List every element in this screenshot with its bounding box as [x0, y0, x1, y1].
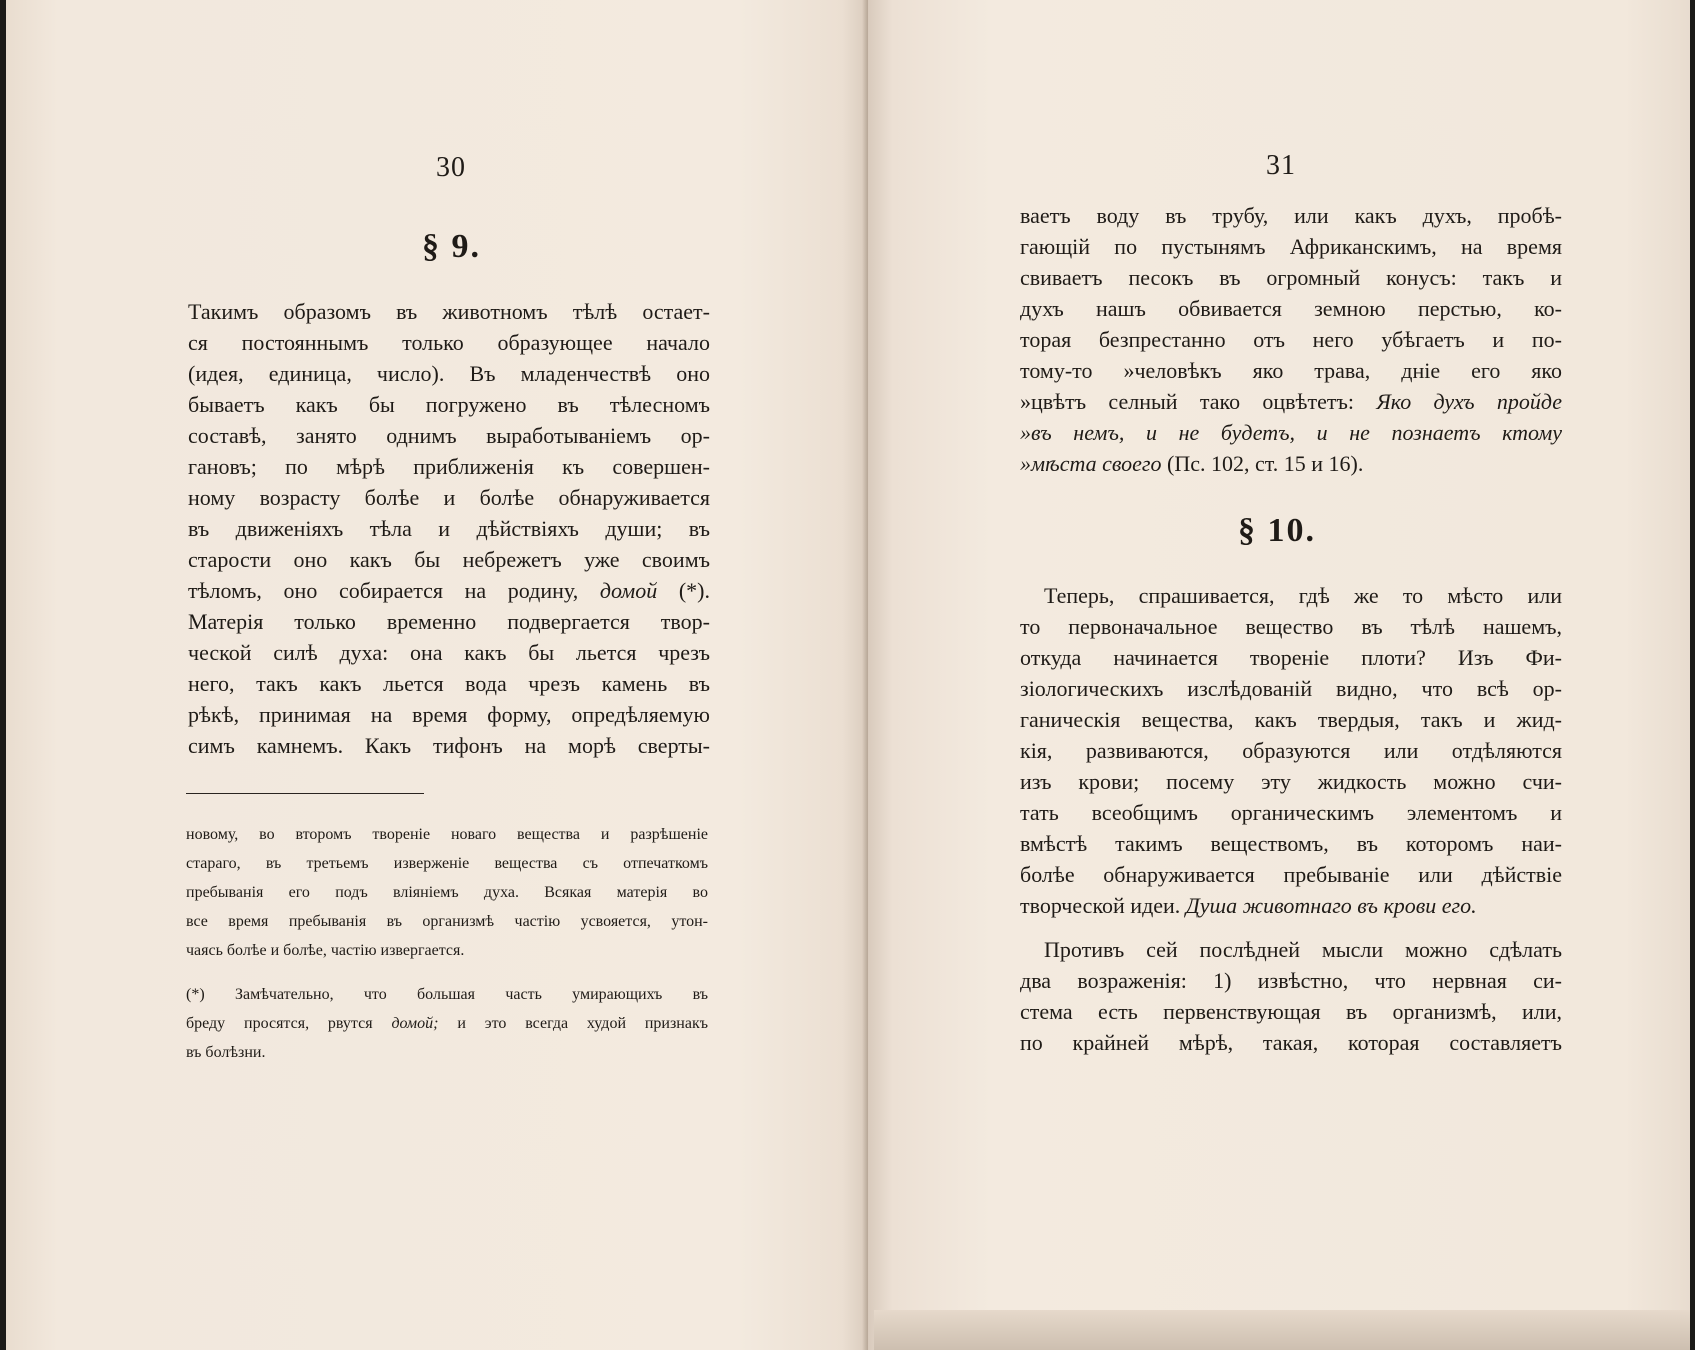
italic-quote: Яко духъ пройде — [1376, 389, 1562, 414]
text-line: Матерiя только временно подвергается твор- — [188, 609, 710, 634]
page-edge — [874, 1310, 1690, 1350]
left-page — [6, 0, 868, 1350]
text-line: зiологическихъ изслѣдованiй видно, что всѣ ор- — [1020, 676, 1562, 701]
text-line: Теперь, спрашивается, гдѣ же то мѣсто или — [1044, 583, 1562, 608]
text-line: составѣ, занято однимъ выработыванiемъ ор- — [188, 423, 710, 448]
text-line: него, такъ какъ льется вода чрезъ камень въ — [188, 671, 710, 696]
italic-quote: »въ немъ, и не будетъ, и не познаетъ ктому — [1020, 420, 1562, 445]
footnote-line: новому, во второмъ творенiе новаго вещества и разрѣшенiе — [186, 826, 708, 843]
body-text — [1020, 200, 1562, 479]
section-heading: § 9. — [422, 228, 481, 265]
italic-word: домой; — [391, 1015, 439, 1032]
text-line: стема есть первенствующая въ организмѣ, или, — [1020, 999, 1562, 1024]
footnote-line — [186, 1009, 708, 1038]
text-segment: бреду просятся, рвутся — [186, 1015, 373, 1032]
text-line: то первоначальное вещество въ тѣлѣ нашемъ, — [1020, 614, 1562, 639]
italic-word: домой — [599, 578, 658, 603]
text-line: ваетъ воду въ трубу, или какъ духъ, пробѣ- — [1020, 203, 1562, 228]
page-number: 31 — [1266, 150, 1296, 181]
text-line: симъ камнемъ. Какъ тифонъ на морѣ сверты- — [188, 733, 710, 758]
text-line: тать всеобщимъ органическимъ элементомъ и — [1020, 800, 1562, 825]
page-number: 30 — [436, 152, 466, 183]
text-line — [1020, 448, 1562, 479]
text-line: гановъ; по мѣрѣ приближенiя къ совершен- — [188, 454, 710, 479]
text-line: свиваетъ песокъ въ огромный конусъ: такъ и — [1020, 265, 1562, 290]
section-heading: § 10. — [1238, 512, 1316, 549]
footnote-marker: (*). — [678, 578, 710, 603]
text-line: старости оно какъ бы небрежетъ уже своимъ — [188, 547, 710, 572]
text-line: ному возрасту болѣе и болѣе обнаруживается — [188, 485, 710, 510]
text-segment: и это всегда худой признакъ — [457, 1015, 708, 1032]
text-line: Противъ сей послѣдней мысли можно сдѣлать — [1044, 937, 1562, 962]
text-line: (идея, единица, число). Въ младенчествѣ оно — [188, 361, 710, 386]
text-line: болѣе обнаруживается пребыванiе или дѣйствiе — [1020, 862, 1562, 887]
text-line-with-note — [188, 575, 710, 606]
footnote-line: въ болѣзни. — [186, 1044, 266, 1061]
text-line: кiя, развиваются, образуются или отдѣляются — [1020, 738, 1562, 763]
body-text — [188, 296, 710, 761]
text-line: вмѣстѣ такимъ веществомъ, въ которомъ наи- — [1020, 831, 1562, 856]
footnote-line: все время пребыванiя въ организмѣ частiю усвояется, утон- — [186, 913, 708, 930]
body-text — [1020, 934, 1562, 1058]
text-line — [1020, 386, 1562, 417]
text-segment: тѣломъ, оно собирается на родину, — [188, 578, 579, 603]
footnote-continued — [186, 820, 708, 965]
italic-quote: »мѣста своего — [1020, 451, 1162, 476]
text-line: гающiй по пустынямъ Африканскимъ, на время — [1020, 234, 1562, 259]
body-text — [1020, 580, 1562, 921]
text-line: торая безпрестанно отъ него убѣгаетъ и по- — [1020, 327, 1562, 352]
text-line — [1020, 890, 1562, 921]
text-line: ческой силѣ духа: она какъ бы льется чрезъ — [188, 640, 710, 665]
text-line: бываетъ какъ бы погружено въ тѣлесномъ — [188, 392, 710, 417]
footnote — [186, 980, 708, 1067]
footnote-line: чаясь болѣе и болѣе, частiю извергается. — [186, 942, 465, 959]
text-line: ганическiя вещества, какъ твердыя, такъ и жид- — [1020, 707, 1562, 732]
text-line: въ движенiяхъ тѣла и дѣйствiяхъ души; въ — [188, 516, 710, 541]
text-segment: »цвѣтъ селный тако оцвѣтетъ: — [1020, 389, 1354, 414]
text-line: рѣкѣ, принимая на время форму, опредѣляемую — [188, 702, 710, 727]
footnote-line: стараго, въ третьемъ изверженiе вещества съ отпечаткомъ — [186, 855, 708, 872]
citation: (Пс. 102, ст. 15 и 16). — [1167, 451, 1364, 476]
text-segment: творческой идеи. — [1020, 893, 1181, 918]
italic-quote: Душа животнаго въ крови его. — [1185, 893, 1477, 918]
text-line: откуда начинается творенiе плоти? Изъ Фи- — [1020, 645, 1562, 670]
right-page — [868, 0, 1690, 1350]
text-line: духъ нашъ обвивается земною перстью, ко- — [1020, 296, 1562, 321]
footnote-line: (*) Замѣчательно, что большая часть умирающихъ въ — [186, 986, 708, 1003]
text-line: два возраженiя: 1) извѣстно, что нервная си- — [1020, 968, 1562, 993]
footnote-rule — [186, 793, 424, 794]
text-line: ся постояннымъ только образующее начало — [188, 330, 710, 355]
text-line: Такимъ образомъ въ животномъ тѣлѣ остает- — [188, 299, 710, 324]
text-line: по крайней мѣрѣ, такая, которая составляетъ — [1020, 1030, 1562, 1055]
footnote-line: пребыванiя его подъ влiянiемъ духа. Всякая матерiя во — [186, 884, 708, 901]
text-line — [1020, 417, 1562, 448]
text-line: изъ крови; посему эту жидкость можно счи- — [1020, 769, 1562, 794]
text-line: тому-то »человѣкъ яко трава, днiе его яко — [1020, 358, 1562, 383]
